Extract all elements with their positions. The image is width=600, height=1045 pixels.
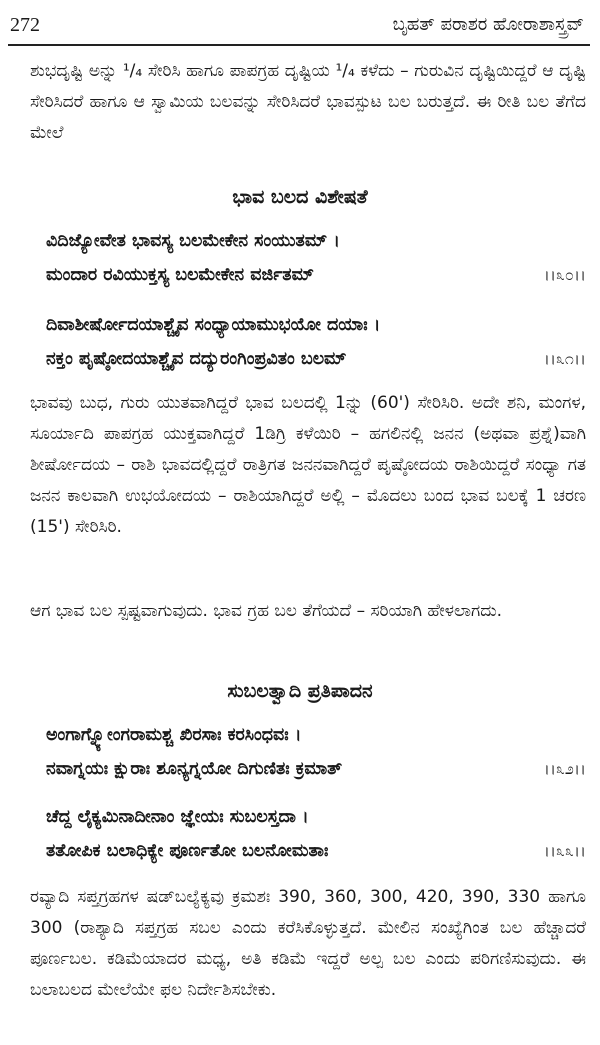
verse-number (578, 718, 586, 752)
verse-30 (46, 224, 586, 292)
verse-line (46, 224, 586, 258)
page-number: 272 (10, 14, 40, 36)
verse-number (578, 308, 586, 342)
verse-text: ವಿದಿಜ್ಯೋವೇತ ಭಾವಸ್ಯ ಬಲಮೇಕೇನ ಸಂಯುತಮ್ । (46, 231, 340, 251)
paragraph-shadbala-values: ರವ್ಯಾದಿ ಸಪ್ತಗ್ರಹಗಳ ಷಡ್‌ಬಲ್ಯೆಕ್ಯವು ಕ್ರಮಶಃ 390, 360, 300, 420, 390, 330 ಹಾಗೂ 300 (ರಾಶ್ಯಾದಿ ಸಪ್ತಗ್ರಹ ಸಬಲ ಎಂದು ಕರೆಸಿಕೊಳ್ಳುತ್ತದೆ. ಮೇಲಿನ ಸಂಖ್ಯೆಗಿಂತ ಬಲ ಹೆಚ್ಚಾದರೆ ಪೂರ್ಣಬಲ. ಕಡಿಮೆಯಾದರ ಮಧ್ಯ, ಅತಿ ಕಡಿಮೆ ಇದ್ದರೆ ಅಲ್ಪ ಬಲ ಎಂದು ಪರಿಗಣಿಸುವುದು. ಈ ಬಲಾಬಲದ ಮೇಲೆಯೇ ಫಲ ನಿರ್ದೇಶಿಸಬೇಕು. (30, 887, 586, 1000)
verse-text: ನಕ್ತಂ ಪೃಷ್ಠೋದಯಾಶ್ಚೈವ ದದ್ಯುರಂಗಿಂಪ್ರವಿತಂ ಬಲಮ್ (46, 349, 347, 369)
verse-number: ।।೩೧।। (543, 349, 586, 368)
verse-line (46, 718, 586, 752)
paragraph-drishti-bala: ಶುಭದೃಷ್ಟಿ ಅನ್ನು ¹/₄ ಸೇರಿಸಿ ಹಾಗೂ ಪಾಪಗ್ರಹ ದೃಷ್ಟಿಯ ¹/₄ ಕಳೆದು – ಗುರುವಿನ ದೃಷ್ಟಿಯಿದ್ದರೆ ಆ ದೃಷ್ಟಿ ಸೇರಿಸಿದರೆ ಹಾಗೂ ಆ ಸ್ವಾಮಿಯ ಬಲವನ್ನು ಸೇರಿಸಿದರೆ ಭಾವಸ್ಪುಟ ಬಲ ಬರುತ್ತದೆ. ಈ ರೀತಿ ಬಲ ತೆಗೆದ ಮೇಲೆ (30, 61, 586, 143)
verse-32 (46, 718, 586, 786)
verse-line (46, 800, 586, 834)
paragraph-bhava-bala-explanation: ಭಾವವು ಬುಧ, ಗುರು ಯುತವಾಗಿದ್ದರೆ ಭಾವ ಬಲದಲ್ಲಿ 1ನ್ನು (60') ಸೇರಿಸಿರಿ. ಅದೇ ಶನಿ, ಮಂಗಳ, ಸೂರ್ಯಾದಿ ಪಾಪಗ್ರಹ ಯುಕ್ತವಾಗಿದ್ದರೆ 1ಡಿಗ್ರಿ ಕಳೆಯಿರಿ – ಹಗಲಿನಲ್ಲಿ ಜನನ (ಅಥವಾ ಪ್ರಶ್ನೆ)ವಾಗಿ ಶೀರ್ಷೋದಯ – ರಾಶಿ ಭಾವದಲ್ಲಿದ್ದರೆ ರಾತ್ರಿಗತ ಜನನವಾಗಿದ್ದರೆ ಪೃಷ್ಠೋದಯ ರಾಶಿಯಿದ್ದರೆ ಸಂಧ್ಯಾ ಗತ ಜನನ ಕಾಲವಾಗಿ ಉಭಯೋದಯ – ರಾಶಿಯಾಗಿದ್ದರೆ ಅಲ್ಲಿ – ಮೊದಲು ಬಂದ ಭಾವ ಬಲಕ್ಕೆ 1 ಚರಣ (15') ಸೇರಿಸಿರಿ. (30, 393, 586, 537)
verse-text: ನವಾಗ್ನಯಃ ಕ್ಷುರಾಃ ಶೂನ್ಯಗ್ನಯೋ ದಿಗುಣಿತಃ ಕ್ರಮಾತ್ (46, 759, 343, 779)
verse-line (46, 752, 586, 786)
verse-33 (46, 800, 586, 868)
section-heading-bhava-bala: ಭಾವ ಬಲದ ವಿಶೇಷತೆ (232, 186, 368, 208)
verse-line (46, 258, 586, 292)
verse-line (46, 308, 586, 342)
verse-number: ।।೩೦।। (543, 265, 586, 284)
verse-number (578, 224, 586, 258)
section-heading-subalatvadi: ಸುಬಲತ್ವಾದಿ ಪ್ರತಿಪಾದನ (227, 680, 373, 702)
verse-number: ।।೩೩।। (543, 841, 586, 860)
verse-31 (46, 308, 586, 376)
verse-line (46, 834, 586, 868)
verse-text: ಚೆದ್ದ ಲೈಕ್ಯಮಿನಾದೀನಾಂ ಜ್ಞೇಯಃ ಸುಬಲಸ್ತದಾ । (46, 807, 309, 827)
verse-text: ಮಂದಾರ ರವಿಯುಕ್ತಸ್ಯ ಬಲಮೇಕೇನ ವರ್ಜಿತಮ್ (46, 265, 314, 285)
page-header (8, 10, 590, 46)
verse-number (578, 800, 586, 834)
verse-number: ।।೩೨।। (543, 759, 586, 778)
paragraph-bhava-bala-conclusion: ಆಗ ಭಾವ ಬಲ ಸ್ಪಷ್ಟವಾಗುವುದು. ಭಾವ ಗ್ರಹ ಬಲ ತೆಗೆಯದೆ – ಸರಿಯಾಗಿ ಹೇಳಲಾಗದು. (30, 601, 503, 621)
running-title: ಬೃಹತ್ ಪರಾಶರ ಹೋರಾಶಾಸ್ತ್ರವ್ (392, 14, 584, 35)
verse-text: ತತೋಪಿಕ ಬಲಾಧಿಕ್ಯೇ ಪೂರ್ಣತೋ ಬಲನೋಮತಾಃ (46, 841, 329, 861)
verse-line (46, 342, 586, 376)
verse-text: ಅಂಗಾಗ್ನ್ಯೋಂಗರಾಮಶ್ಚ ಖಿರಸಾಃ ಕರಸಿಂಧವಃ । (46, 725, 302, 745)
verse-text: ದಿವಾಶೀರ್ಷೋದಯಾಶ್ಚೈವ ಸಂಧ್ಯಾಯಾಮುಭಯೋ ದಯಾಃ । (46, 315, 381, 335)
